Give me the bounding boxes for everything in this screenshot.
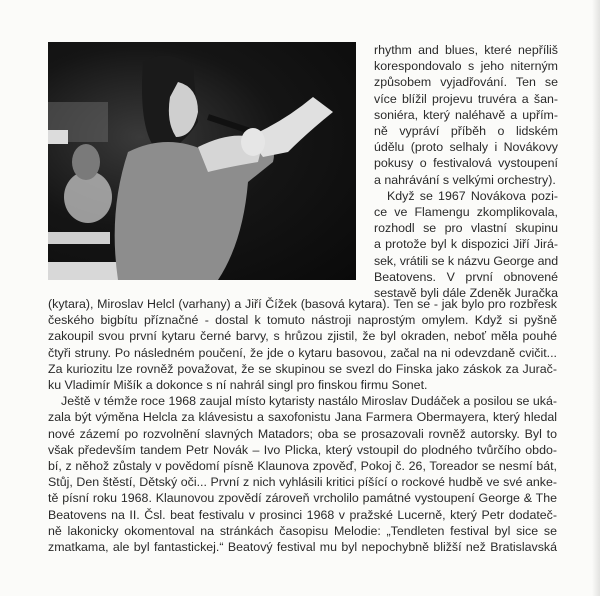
- text-line: bí, z něhož zůstaly v povědomí písně Klaunova zpověď, Pokoj č. 26, Toreador se nesmí bát,: [48, 459, 557, 474]
- full-width-text: [48, 296, 557, 555]
- text-line: však především tandem Petr Novák – Ivo Plicka, který vstoupil do plodného tvůrčího obdo-: [48, 442, 557, 457]
- text-line: ce ve Flamengu zkomplikovala,: [374, 205, 558, 220]
- text-line: pokusy o festivalová vystoupení: [374, 156, 558, 171]
- text-line: ně vypráví příběh o lidském: [374, 124, 558, 139]
- text-line: nové zázemí po rozvolnění slavných Matadors; oba se prosazovali rovněž autorsky. Byl to: [48, 426, 557, 441]
- text-line: českého bigbítu příznačné - dostal k tomuto nástroji naprostým omylem. Když si pyšně: [48, 313, 557, 328]
- concert-photo: [48, 42, 356, 280]
- text-line: Ještě v témže roce 1968 zaujal místo kytaristy nastálo Miroslav Dudáček a posilou se uká-: [61, 394, 557, 409]
- text-line: sek, vrátili se k názvu George and: [374, 253, 558, 268]
- text-line: zakoupil svou první kytaru černé barvy, s hrůzou zjistil, že byl okraden, neboť měla pouhé: [48, 329, 557, 344]
- text-line: údělu (proto selhaly i Novákovy: [374, 140, 558, 155]
- text-line: ně lakonicky okomentoval na stránkách časopisu Melodie: „Tendleten festival byl sice se: [48, 523, 557, 538]
- text-line: způsobem vyjadřování. Ten se: [374, 75, 558, 90]
- text-line: Když se 1967 Novákova pozi-: [387, 188, 558, 203]
- text-line: rozhodl se pro vlastní skupinu: [374, 221, 558, 236]
- text-line: Stůj, Den štěstí, Dětský oči... První z nich vyhlásili kritici píšící o rockové hudbě ve své anke-: [48, 475, 557, 490]
- text-line: Beatovens. V první obnovené: [374, 269, 558, 284]
- text-line: a protože byl k dispozici Jiří Jirá-: [374, 237, 558, 252]
- text-line: čtyři struny. Po následném poučení, že jde o kytaru basovou, začal na ni odevzdaně cvičit...: [48, 345, 557, 360]
- text-line: sestavě byli dále Zdeněk Juračka: [374, 286, 558, 301]
- text-line: více blížil projevu truvéra a šan-: [374, 91, 558, 106]
- text-line: rhythm and blues, které nepříliš: [374, 43, 558, 57]
- text-line: (kytara), Miroslav Helcl (varhany) a Jiří Čížek (basová kytara). Ten se - jak bylo pro rozbřesk: [48, 297, 557, 311]
- right-column-text: [374, 42, 558, 301]
- text-line: korespondovalo s jeho niterným: [374, 59, 558, 74]
- text-line: ku Vladimír Mišík a dokonce s ní nahrál singl pro finskou firmu Sonet.: [48, 378, 428, 393]
- text-line: zala být výměna Helcla za klávesistu a saxofonistu Jana Farmera Obermayera, který hledal: [48, 410, 557, 425]
- text-line: Beatovens na II. Čsl. beat festivalu v prosinci 1968 v pražské Lucerně, který Petr dodateč-: [48, 507, 557, 522]
- page-edge-shadow: [592, 0, 600, 596]
- text-line: Za kuriozitu lze rovněž považovat, že se skupinou se svezl do Finska jako záskok za Jurač-: [48, 361, 557, 376]
- text-line: zmatkama, ale byl fantastickej.“ Beatový festival mu byl nepochybně bližší než Bratislavská: [48, 540, 557, 555]
- text-line: a nahrávání s velkými orchestry).: [374, 172, 556, 187]
- photo-illustration: [48, 42, 356, 280]
- text-line: soniéra, který naléhavě a upřím-: [374, 107, 558, 122]
- text-line: tě písní roku 1968. Klaunovou zpovědí zároveň vrcholilo památné vystoupení George & The: [48, 491, 557, 506]
